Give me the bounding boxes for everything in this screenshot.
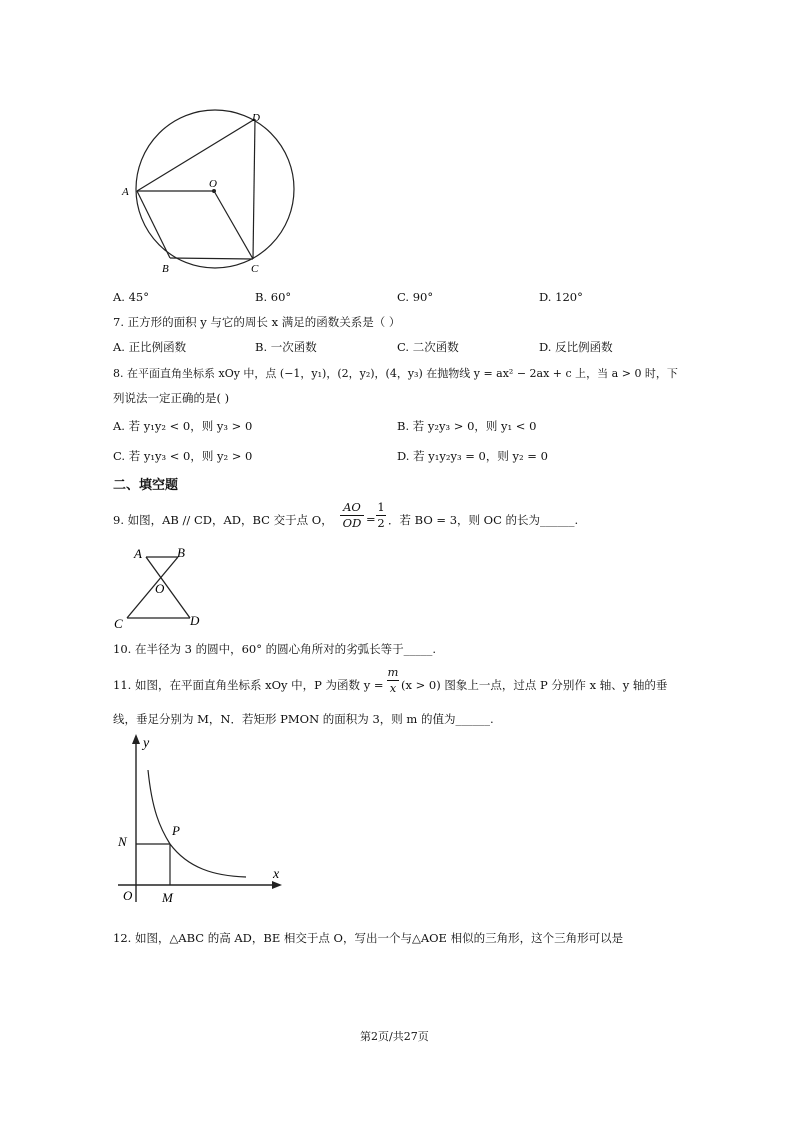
label-B: B: [162, 263, 169, 275]
q7-option-c: C. 二次函数: [397, 340, 459, 354]
q9-hourglass-figure: [110, 543, 210, 631]
label-B: B: [177, 545, 185, 560]
q9-stem-after: ．若 BO = 3，则 OC 的长为______.: [388, 513, 579, 527]
label-O: O: [123, 888, 133, 903]
q11-stem-after: (x > 0) 图象上一点，过点 P 分别作 x 轴、y 轴的垂: [401, 678, 668, 692]
section-heading: 二、填空题: [113, 478, 179, 493]
label-C: C: [251, 263, 259, 275]
q6-option-c: C. 90°: [397, 290, 434, 304]
x-axis-arrow: [272, 881, 282, 889]
segment-AB: [137, 191, 170, 258]
q10-stem: 10. 在半径为 3 的圆中，60° 的圆心角所对的劣弧长等于_____.: [113, 642, 437, 656]
q11-fraction-numerator: m: [387, 665, 399, 679]
q8-option-a: A. 若 y₁y₂ < 0，则 y₃ > 0: [113, 419, 253, 433]
q6-option-a: A. 45°: [113, 290, 149, 304]
q6-option-b: B. 60°: [255, 290, 292, 304]
q9-equals: =: [366, 512, 376, 526]
q9-stem-before: 9. 如图，AB // CD，AD，BC 交于点 O，: [113, 513, 333, 527]
q11-fraction-m-x: [387, 665, 399, 696]
q7-option-a: A. 正比例函数: [113, 340, 187, 354]
q9-fraction-numerator: AO: [340, 500, 364, 516]
q9-fraction-half: [376, 500, 386, 531]
q7-option-b: B. 一次函数: [255, 340, 317, 354]
segment-DC: [253, 119, 255, 259]
q7-stem: 7. 正方形的面积 y 与它的周长 x 满足的函数关系是（ ）: [113, 315, 401, 329]
q9-fraction-denominator: OD: [342, 516, 362, 530]
label-A: A: [134, 546, 142, 561]
q7-option-d: D. 反比例函数: [539, 340, 613, 354]
q8-option-c: C. 若 y₁y₃ < 0，则 y₂ > 0: [113, 449, 253, 463]
label-y: y: [143, 736, 150, 751]
label-D: D: [252, 112, 260, 124]
label-x: x: [273, 867, 280, 882]
q8-option-d: D. 若 y₁y₂y₃ = 0，则 y₂ = 0: [397, 449, 548, 463]
q9-fraction-ao-od: [340, 500, 364, 531]
hyperbola-curve: [148, 770, 246, 877]
label-O: O: [209, 178, 217, 190]
q11-stem-before: 11. 如图，在平面直角坐标系 xOy 中，P 为函数 y =: [113, 678, 384, 692]
q11-coordinate-figure: [110, 730, 290, 908]
q8-stem-line2: 列说法一定正确的是( ): [113, 391, 230, 405]
label-M: M: [162, 890, 173, 905]
q8-option-b: B. 若 y₂y₃ > 0，则 y₁ < 0: [397, 419, 537, 433]
segment-OC: [214, 191, 253, 259]
label-N: N: [118, 834, 127, 849]
q6-option-d: D. 120°: [539, 290, 583, 304]
q11-stem-line2: 线，垂足分别为 M，N．若矩形 PMON 的面积为 3，则 m 的值为______.: [113, 712, 494, 726]
label-D: D: [190, 613, 200, 628]
q8-stem-line1: 8. 在平面直角坐标系 xOy 中，点 (−1，y₁)，(2，y₂)，(4，y₃) 在抛物线 y = ax² − 2ax + c 上，当 a > 0 时，下: [113, 367, 678, 380]
q6-circle-figure: [110, 105, 310, 280]
segment-AD: [137, 119, 255, 191]
segment-BC: [170, 258, 253, 259]
label-O: O: [155, 581, 165, 596]
label-P: P: [172, 823, 180, 838]
q9-half-denominator: 2: [377, 516, 385, 530]
y-axis-arrow: [132, 734, 140, 744]
q9-half-numerator: 1: [377, 500, 385, 514]
label-C: C: [114, 616, 123, 631]
q12-stem: 12. 如图，△ABC 的高 AD，BE 相交于点 O，写出一个与△AOE 相似的三角形，这个三角形可以是: [113, 931, 624, 945]
label-A: A: [122, 186, 129, 198]
page-footer: 第2页/共27页: [360, 1030, 429, 1043]
q11-fraction-denominator: x: [389, 681, 397, 695]
